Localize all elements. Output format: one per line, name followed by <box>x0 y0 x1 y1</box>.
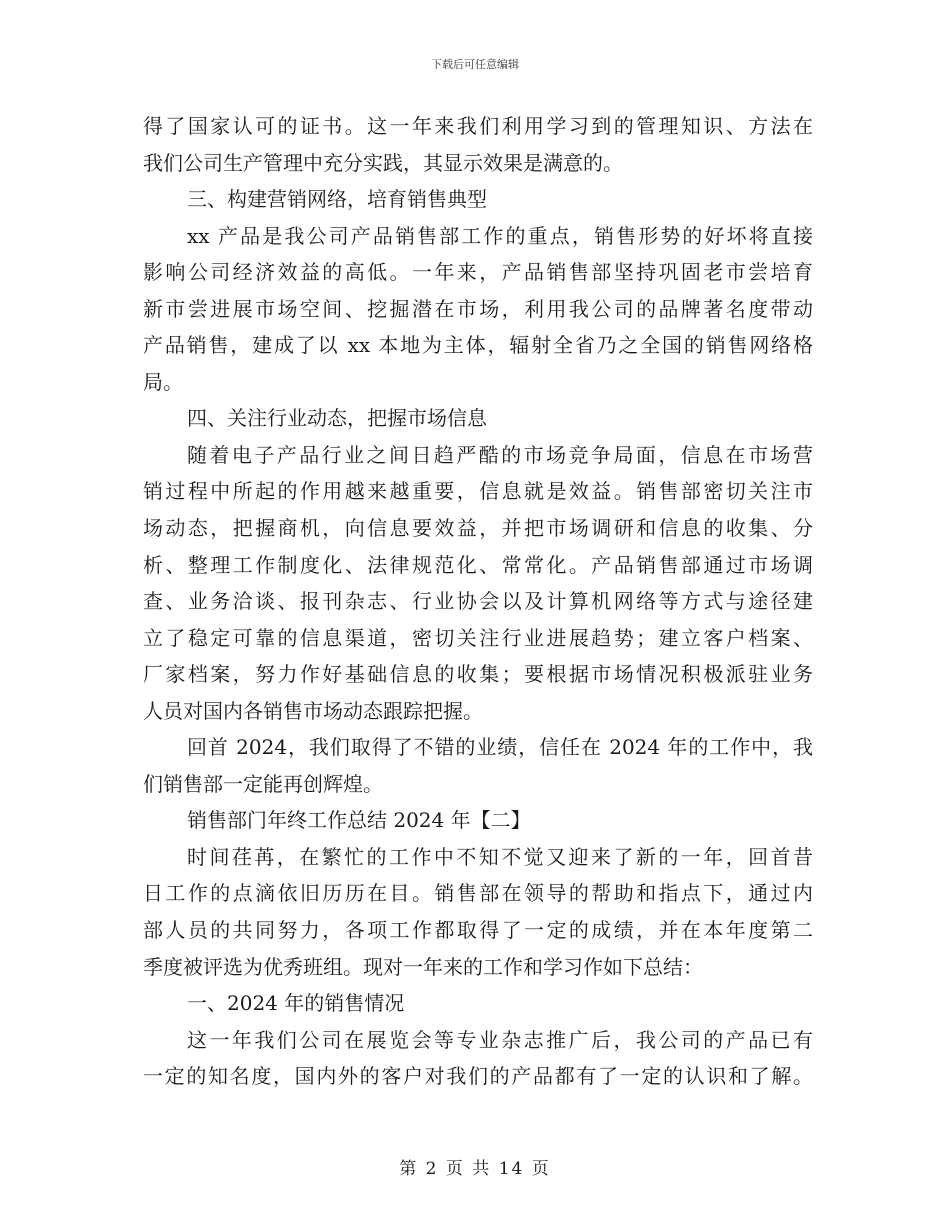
document-body <box>143 108 813 1095</box>
text-line: 时间荏苒，在繁忙的工作中不知不觉又迎来了新的一年，回首昔 <box>187 844 813 869</box>
text-line: 局。 <box>143 369 183 394</box>
text-line: xx 产品是我公司产品销售部工作的重点，销售形势的好坏将直接 <box>187 223 813 248</box>
text-line: 得了国家认可的证书。这一年来我们利用学习到的管理知识、方法在 <box>143 114 813 138</box>
text-line: 回首 2024，我们取得了不错的业绩，信任在 2024 年的工作中，我 <box>187 735 813 760</box>
text-line: 我们公司生产管理中充分实践，其显示效果是满意的。 <box>143 150 623 175</box>
text-line: 季度被评选为优秀班组。现对一年来的工作和学习作如下总结： <box>143 954 703 979</box>
text-line: 们销售部一定能再创辉煌。 <box>143 771 383 796</box>
page-header-note: 下载后可任意编辑 <box>431 58 519 71</box>
text-line: 析、整理工作制度化、法律规范化、常常化。产品销售部通过市场调 <box>143 552 813 577</box>
text-line: 日工作的点滴依旧历历在目。销售部在领导的帮助和指点下，通过内 <box>143 881 813 906</box>
text-line: 场动态，把握商机，向信息要效益，并把市场调研和信息的收集、分 <box>143 516 813 541</box>
text-line: 随着电子产品行业之间日趋严酷的市场竞争局面，信息在市场营 <box>187 442 813 467</box>
text-line: 三、构建营销网络，培育销售典型 <box>187 187 487 212</box>
text-line: 厂家档案，努力作好基础信息的收集；要根据市场情况积极派驻业务 <box>143 662 813 687</box>
page-number: 第 2 页 共 14 页 <box>399 1159 551 1179</box>
text-line: 这一年我们公司在展览会等专业杂志推广后，我公司的产品已有 <box>187 1027 813 1052</box>
text-line: 一定的知名度，国内外的客户对我们的产品都有了一定的认识和了解。 <box>143 1064 813 1089</box>
text-line: 产品销售，建成了以 xx 本地为主体，辐射全省乃之全国的销售网络格 <box>143 333 813 358</box>
text-line: 影响公司经济效益的高低。一年来，产品销售部坚持巩固老市尝培育 <box>143 260 813 285</box>
text-line: 人员对国内各销售市场动态跟踪把握。 <box>143 698 483 723</box>
text-line: 查、业务洽谈、报刊杂志、行业协会以及计算机网络等方式与途径建 <box>143 589 813 614</box>
text-line: 新市尝进展市场空间、挖掘潜在市场，利用我公司的品牌著名度带动 <box>143 296 813 321</box>
text-line: 立了稳定可靠的信息渠道，密切关注行业进展趋势；建立客户档案、 <box>143 625 813 650</box>
text-line: 部人员的共同努力，各项工作都取得了一定的成绩，并在本年度第二 <box>143 918 813 943</box>
text-line: 一、2024 年的销售情况 <box>187 991 405 1016</box>
text-line: 销过程中所起的作用越来越重要，信息就是效益。销售部密切关注市 <box>143 479 813 504</box>
text-line: 四、关注行业动态，把握市场信息 <box>187 406 487 431</box>
text-line: 销售部门年终工作总结 2024 年【二】 <box>187 808 531 833</box>
